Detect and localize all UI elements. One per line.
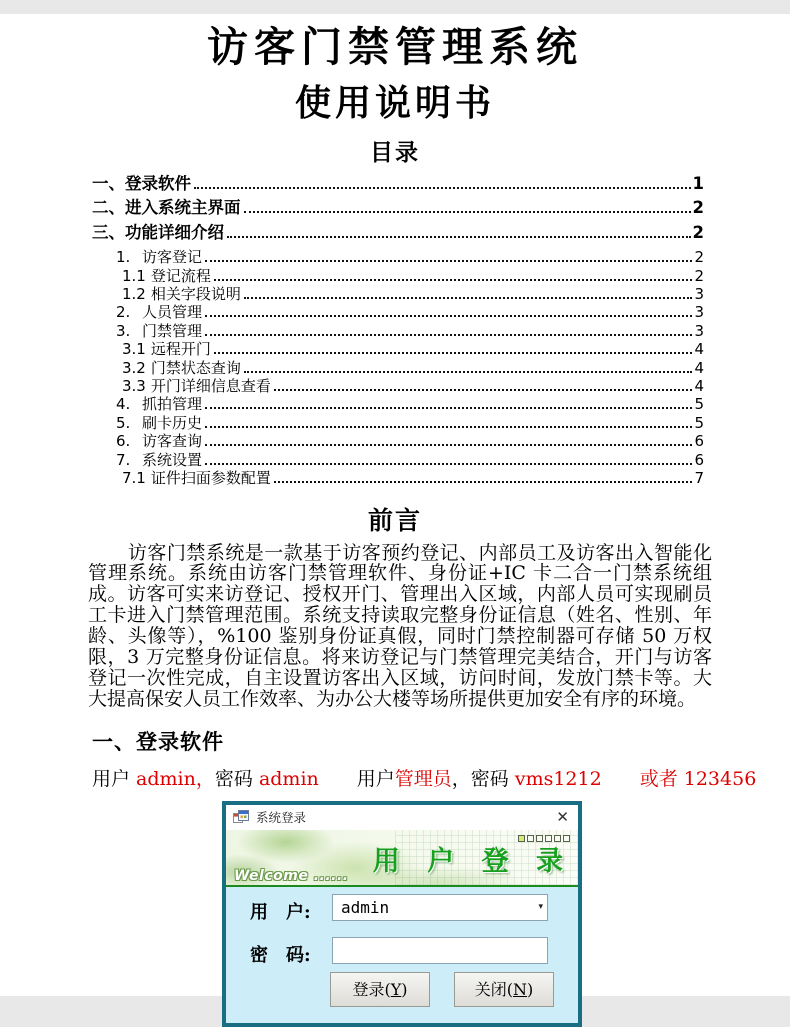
dialog-title: 系统登录 xyxy=(256,810,307,826)
credential-value: admin xyxy=(258,767,319,790)
toc-entry[interactable] xyxy=(92,451,704,469)
toc-leader-dots xyxy=(244,371,693,373)
toc-leader-dots xyxy=(205,426,692,428)
toc-entry[interactable] xyxy=(92,224,704,242)
close-button[interactable]: 关闭(N) xyxy=(454,972,554,1007)
doc-title: 访客门禁管理系统 xyxy=(207,23,583,71)
credential-label: ，密码 xyxy=(451,767,515,790)
credential-value: 管理员 xyxy=(394,767,452,790)
toc-entry[interactable] xyxy=(92,285,704,303)
toc-entry-page: 1 xyxy=(692,174,704,193)
toc-entry-number: 1.2 xyxy=(122,285,146,304)
toc-leader-dots xyxy=(227,236,691,238)
credential-label: 密码 xyxy=(214,767,259,790)
toc-entry-number: 1.1 xyxy=(122,266,146,285)
toc-entry-label: 门禁管理 xyxy=(142,321,203,340)
credential-phrase xyxy=(92,768,319,790)
toc-entry-label: 系统设置 xyxy=(142,450,203,469)
table-of-contents xyxy=(92,175,704,488)
credential-value: ， xyxy=(195,767,215,790)
toc-leader-dots xyxy=(214,352,693,354)
toc-entry-label: 三、功能详细介绍 xyxy=(92,222,224,242)
welcome-text: Welcome ...... xyxy=(234,867,349,884)
toc-entry[interactable] xyxy=(92,377,704,395)
toc-entry-number: 6. xyxy=(116,432,131,451)
toc-entry[interactable] xyxy=(92,248,704,266)
credential-value: 123456 xyxy=(683,767,757,790)
toc-entry-page: 5 xyxy=(694,413,704,432)
toc-entry[interactable] xyxy=(92,303,704,321)
toc-entry-page: 7 xyxy=(694,469,704,488)
toc-entry-number: 3.3 xyxy=(122,377,146,396)
toc-entry-page: 2 xyxy=(692,198,704,218)
toc-entry[interactable] xyxy=(92,322,704,340)
toc-entry-label: 二、进入系统主界面 xyxy=(92,198,241,218)
credential-phrase xyxy=(357,768,602,790)
toc-leader-dots xyxy=(205,463,692,465)
credential-value: 或者 xyxy=(639,767,684,790)
toc-leader-dots xyxy=(194,187,691,189)
toc-leader-dots xyxy=(274,481,693,483)
password-input[interactable] xyxy=(332,937,548,964)
toc-entry-number: 2. xyxy=(116,303,131,322)
toc-entry-page: 6 xyxy=(694,432,704,451)
manual-page xyxy=(0,14,790,999)
dialog-banner xyxy=(226,830,578,887)
credential-label: 用户 xyxy=(92,767,137,790)
toc-entry[interactable] xyxy=(92,469,704,487)
preface-title: 前言 xyxy=(367,505,422,535)
toc-leader-dots xyxy=(244,297,693,299)
toc-leader-dots xyxy=(205,334,692,336)
login-button[interactable]: 登录(Y) xyxy=(330,972,430,1007)
toc-entry-label: 一、登录软件 xyxy=(92,174,191,193)
preface-body: 访客门禁系统是一款基于访客预约登记、内部员工及访客出入智能化管理系统。系统由访客门禁管理软件、身份证+IC 卡二合一门禁系统组成。访客可实来访登记、授权开门、管理出入区域，内部人员可实现刷员工卡进入门禁管理范围。系统支持读取完整身份证信息（姓名、性别、年龄、头像等），%100 鉴别身份证真假，同时门禁控制器可存储 50 万权限，3 万完整身份证信息。将来访登记与门禁管理完美结合，开门与访客登记一次性完成，自主设置访客出入区域，访问时间，发放门禁卡等。大大提高保安人员工作效率、为办公大楼等场所提供更加安全有序的环境。 xyxy=(88,541,712,710)
credential-label: 用户 xyxy=(356,767,395,790)
toc-leader-dots xyxy=(205,260,692,262)
user-label: 用 户: xyxy=(250,901,311,923)
password-label: 密 码: xyxy=(250,944,311,966)
toc-entry-page: 4 xyxy=(694,340,704,359)
toc-entry-number: 3.2 xyxy=(122,358,146,377)
banner-title: 用 户 登 录 xyxy=(372,845,572,877)
dialog-body xyxy=(226,887,578,1025)
chevron-down-icon[interactable]: ▾ xyxy=(538,901,543,912)
toc-entry-page: 2 xyxy=(694,248,704,267)
toc-entry-page: 3 xyxy=(694,303,704,322)
toc-entry-number: 7. xyxy=(116,450,131,469)
toc-entry-page: 2 xyxy=(692,222,704,242)
toc-leader-dots xyxy=(205,315,692,317)
toc-entry-label: 访客查询 xyxy=(142,432,203,451)
section-login-heading: 一、登录软件 xyxy=(92,729,224,754)
toc-entry-label: 访客登记 xyxy=(142,248,203,267)
toc-entry-label: 相关字段说明 xyxy=(150,285,241,304)
toc-entry-page: 3 xyxy=(694,285,704,304)
toc-leader-dots xyxy=(214,279,693,281)
toc-title: 目录 xyxy=(370,139,420,166)
toc-entry-number: 5. xyxy=(116,413,131,432)
toc-entry[interactable] xyxy=(92,432,704,450)
toc-entry-label: 门禁状态查询 xyxy=(150,358,241,377)
toc-leader-dots xyxy=(274,389,693,391)
toc-entry-page: 3 xyxy=(694,321,704,340)
toc-entry-number: 3. xyxy=(116,321,131,340)
login-dialog xyxy=(222,801,582,1027)
credentials-line xyxy=(92,764,790,791)
toc-leader-dots xyxy=(244,211,691,213)
dialog-titlebar xyxy=(226,805,578,830)
toc-entry-page: 4 xyxy=(694,358,704,377)
toc-entry-number: 3.1 xyxy=(122,340,146,359)
toc-leader-dots xyxy=(205,444,692,446)
toc-entry-label: 抓拍管理 xyxy=(142,395,203,414)
toc-entry-page: 2 xyxy=(694,266,704,285)
toc-entry[interactable] xyxy=(92,199,704,217)
toc-entry-label: 证件扫面参数配置 xyxy=(150,469,271,488)
toc-entry-page: 5 xyxy=(694,395,704,414)
user-combobox[interactable] xyxy=(332,894,548,921)
credential-value: vms1212 xyxy=(514,767,602,790)
toc-entry[interactable] xyxy=(92,414,704,432)
toc-entry-label: 人员管理 xyxy=(142,303,203,322)
toc-entry-number: 1. xyxy=(116,248,131,267)
doc-subtitle: 使用说明书 xyxy=(294,82,495,124)
toc-leader-dots xyxy=(205,407,692,409)
toc-entry-label: 开门详细信息查看 xyxy=(150,377,271,396)
user-combobox-value[interactable]: admin xyxy=(341,897,390,917)
toc-entry-number: 7.1 xyxy=(122,469,146,488)
toc-entry-number: 4. xyxy=(116,395,131,414)
toc-entry[interactable] xyxy=(92,359,704,377)
credential-phrase xyxy=(640,768,757,790)
toc-entry-page: 4 xyxy=(694,377,704,396)
window-form-icon xyxy=(233,810,249,825)
close-icon[interactable]: ✕ xyxy=(556,807,569,826)
credential-value: admin xyxy=(136,767,196,790)
toc-entry[interactable] xyxy=(92,175,704,193)
toc-entry-label: 登记流程 xyxy=(150,266,211,285)
toc-entry[interactable] xyxy=(92,340,704,358)
toc-entry[interactable] xyxy=(92,395,704,413)
toc-entry-page: 6 xyxy=(694,450,704,469)
toc-entry-label: 刷卡历史 xyxy=(142,413,203,432)
toc-entry[interactable] xyxy=(92,267,704,285)
toc-entry-label: 远程开门 xyxy=(150,340,211,359)
